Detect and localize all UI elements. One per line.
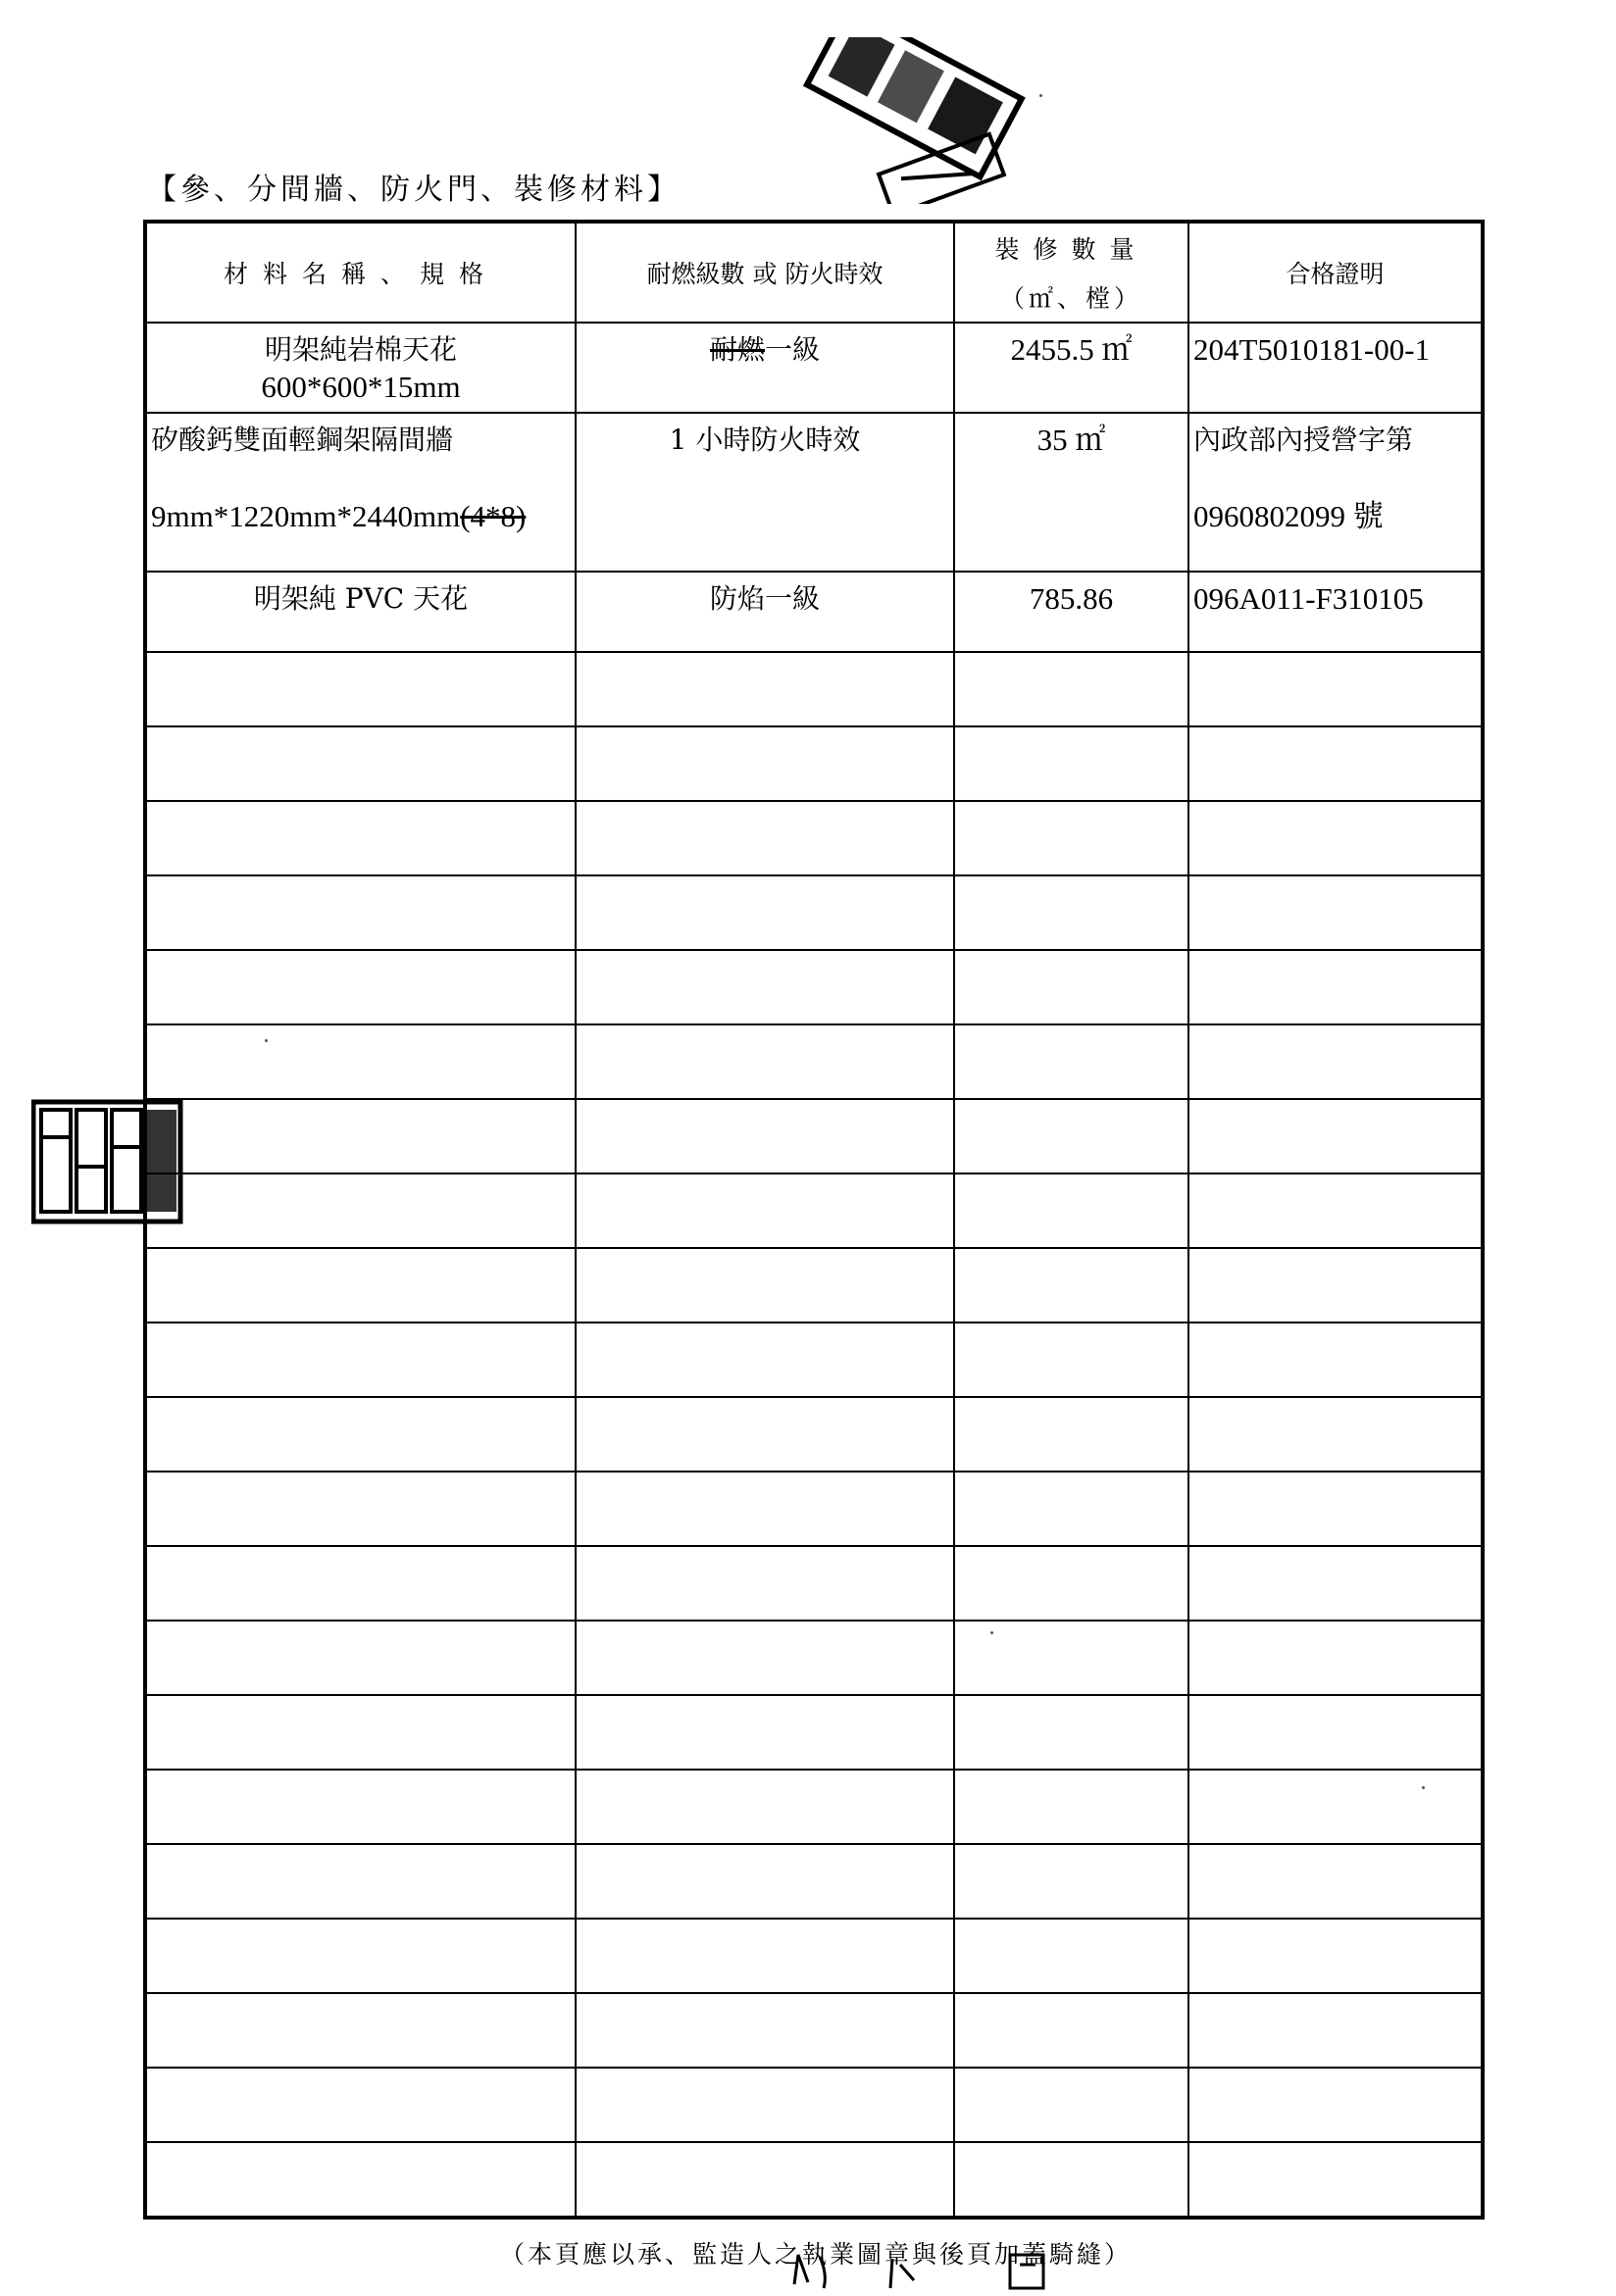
empty-cell [576, 875, 954, 950]
empty-cell [1188, 2068, 1483, 2142]
empty-cell [145, 1993, 576, 2068]
empty-cell [145, 1248, 576, 1323]
empty-cell [1188, 1397, 1483, 1472]
empty-cell [576, 2068, 954, 2142]
empty-cell [1188, 801, 1483, 875]
empty-cell [145, 2068, 576, 2142]
empty-cell [576, 1099, 954, 1173]
empty-cell [145, 652, 576, 726]
empty-cell [145, 1024, 576, 1099]
table-row-empty [145, 1621, 1483, 1695]
cell-quantity: 35 ㎡ [954, 413, 1188, 572]
empty-cell [1188, 652, 1483, 726]
empty-cell [954, 801, 1188, 875]
table-row-empty [145, 1323, 1483, 1397]
empty-cell [576, 1472, 954, 1546]
empty-cell [145, 1472, 576, 1546]
empty-cell [576, 1323, 954, 1397]
empty-cell [576, 1770, 954, 1844]
section-title: 【參、分間牆、防火門、裝修材料】 [147, 173, 681, 207]
empty-cell [954, 875, 1188, 950]
empty-cell [954, 1099, 1188, 1173]
empty-cell [576, 801, 954, 875]
empty-cell [1188, 1323, 1483, 1397]
empty-cell [576, 1844, 954, 1919]
empty-cell [576, 652, 954, 726]
cell-fire-rating: 1 小時防火時效 [576, 413, 954, 572]
empty-cell [954, 1993, 1188, 2068]
table-header-row [145, 222, 1483, 323]
table-row-empty [145, 1844, 1483, 1919]
table-row-empty [145, 801, 1483, 875]
table-row-empty [145, 1993, 1483, 2068]
empty-cell [1188, 1695, 1483, 1770]
table-row-empty [145, 1919, 1483, 1993]
table-row [145, 323, 1483, 413]
empty-cell [576, 1695, 954, 1770]
table-row-empty [145, 1695, 1483, 1770]
empty-cell [576, 1024, 954, 1099]
empty-cell [576, 1621, 954, 1695]
empty-cell [576, 1397, 954, 1472]
empty-cell [1188, 1099, 1483, 1173]
cell-fire-rating: 防焰一級 [576, 572, 954, 652]
table-row-empty [145, 652, 1483, 726]
empty-cell [145, 1695, 576, 1770]
signature-scribble [784, 2245, 1059, 2292]
empty-cell [145, 1099, 576, 1173]
empty-cell [1188, 1546, 1483, 1621]
materials-table [143, 220, 1485, 2220]
table-row-empty [145, 726, 1483, 801]
table-row-empty [145, 1248, 1483, 1323]
empty-cell [954, 1173, 1188, 1248]
empty-cell [954, 1323, 1188, 1397]
empty-cell [576, 1993, 954, 2068]
table-row-empty [145, 1024, 1483, 1099]
empty-cell [1188, 1993, 1483, 2068]
empty-cell [1188, 1844, 1483, 1919]
empty-cell [954, 1621, 1188, 1695]
cell-certificate: 內政部內授營字第 0960802099 號 [1188, 413, 1483, 572]
empty-cell [145, 950, 576, 1024]
table-row [145, 413, 1483, 572]
empty-cell [954, 1248, 1188, 1323]
empty-cell [576, 950, 954, 1024]
cell-quantity: 785.86 [954, 572, 1188, 652]
empty-cell [145, 1844, 576, 1919]
table-row-empty [145, 2068, 1483, 2142]
empty-cell [954, 950, 1188, 1024]
empty-cell [145, 1770, 576, 1844]
empty-cell [576, 1173, 954, 1248]
empty-cell [954, 2068, 1188, 2142]
empty-cell [576, 726, 954, 801]
empty-cell [954, 652, 1188, 726]
empty-cell [1188, 726, 1483, 801]
table-row-empty [145, 1472, 1483, 1546]
empty-cell [576, 1919, 954, 1993]
empty-cell [576, 1248, 954, 1323]
header-quantity: 裝修數量 （㎡、樘） [954, 222, 1188, 323]
empty-cell [954, 1844, 1188, 1919]
empty-cell [145, 1323, 576, 1397]
empty-cell [954, 1695, 1188, 1770]
table-row-empty [145, 1099, 1483, 1173]
cell-material-name: 矽酸鈣雙面輕鋼架隔間牆 9mm*1220mm*2440mm(4*8) [145, 413, 576, 572]
footer-note: （本頁應以承、監造人之執業圖章與後頁加蓋騎縫） [500, 2240, 1133, 2269]
cell-certificate: 204T5010181-00-1 [1188, 323, 1483, 413]
empty-cell [954, 1546, 1188, 1621]
top-seal-stamp [794, 37, 1030, 204]
empty-cell [1188, 1472, 1483, 1546]
empty-cell [954, 1919, 1188, 1993]
empty-cell [1188, 1173, 1483, 1248]
header-fire-rating: 耐燃級數 或 防火時效 [576, 222, 954, 323]
empty-cell [145, 726, 576, 801]
empty-cell [954, 2142, 1188, 2218]
empty-cell [1188, 875, 1483, 950]
empty-cell [145, 801, 576, 875]
empty-cell [145, 2142, 576, 2218]
empty-cell [954, 1024, 1188, 1099]
empty-cell [1188, 2142, 1483, 2218]
empty-cell [576, 2142, 954, 2218]
header-certificate: 合格證明 [1188, 222, 1483, 323]
empty-cell [954, 1472, 1188, 1546]
cell-material-name: 明架純 PVC 天花 [145, 572, 576, 652]
empty-cell [1188, 1248, 1483, 1323]
empty-cell [145, 1397, 576, 1472]
empty-cell [1188, 1919, 1483, 1993]
table-row-empty [145, 950, 1483, 1024]
header-material-name: 材料名稱、規格 [145, 222, 576, 323]
empty-cell [145, 1546, 576, 1621]
empty-cell [145, 1173, 576, 1248]
table-row [145, 572, 1483, 652]
cell-fire-rating: 耐燃一級 [576, 323, 954, 413]
empty-cell [145, 1621, 576, 1695]
empty-cell [1188, 1024, 1483, 1099]
empty-cell [145, 875, 576, 950]
cell-certificate: 096A011-F310105 [1188, 572, 1483, 652]
empty-cell [954, 1397, 1188, 1472]
table-row-empty [145, 1546, 1483, 1621]
table-row-empty [145, 2142, 1483, 2218]
table-row-empty [145, 875, 1483, 950]
empty-cell [1188, 1770, 1483, 1844]
empty-cell [954, 726, 1188, 801]
empty-cell [576, 1546, 954, 1621]
cell-quantity: 2455.5 ㎡ [954, 323, 1188, 413]
cell-material-name: 明架純岩棉天花 600*600*15mm [145, 323, 576, 413]
empty-cell [1188, 1621, 1483, 1695]
empty-cell [954, 1770, 1188, 1844]
table-row-empty [145, 1397, 1483, 1472]
table-row-empty [145, 1173, 1483, 1248]
empty-cell [145, 1919, 576, 1993]
header-quantity-unit: （㎡、樘） [999, 284, 1142, 313]
table-row-empty [145, 1770, 1483, 1844]
empty-cell [1188, 950, 1483, 1024]
